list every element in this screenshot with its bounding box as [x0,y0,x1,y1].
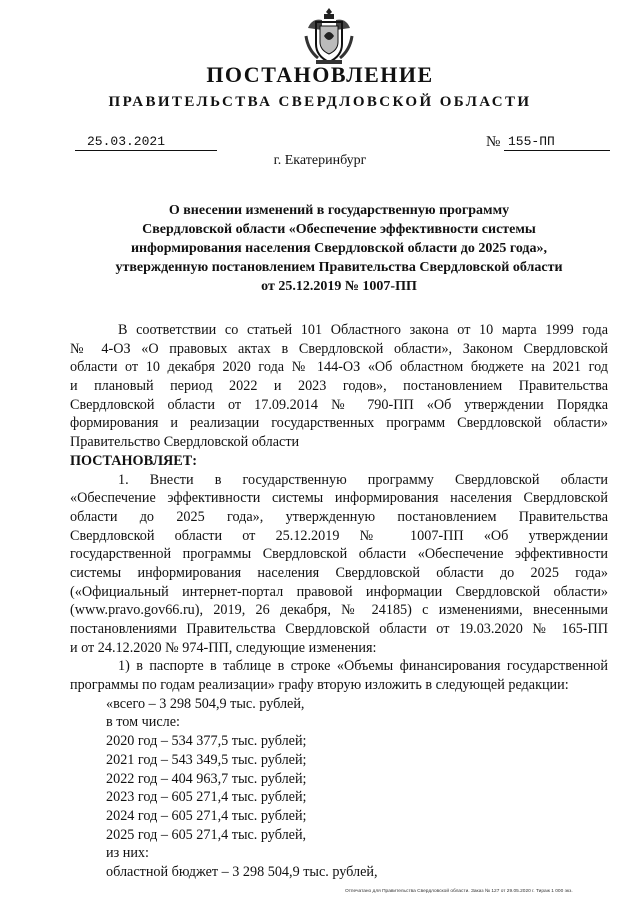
preamble-line: области от 10 декабря 2020 года № 144-ОЗ «Об областном бюджете на 2021 год [70,359,608,376]
resolves-heading: ПОСТАНОВЛЯЕТ: [70,452,197,469]
preamble-line: В соответствии со статьей 101 Областного закона от 10 марта 1999 года [118,322,608,338]
funding-line: 2023 год – 605 271,4 тыс. рублей; [106,789,307,806]
item1-line: («Официальный интернет-портал правовой информации Свердловской области» [70,583,608,600]
item1-line: области до 2025 года», утвержденную постановлением Правительства [70,508,608,525]
document-type-title: ПОСТАНОВЛЕНИЕ [206,62,434,87]
preamble-line: Правительство Свердловской области [70,434,300,451]
document-title [70,201,608,296]
issuer-title: ПРАВИТЕЛЬСТВА СВЕРДЛОВСКОЙ ОБЛАСТИ [108,94,532,110]
funding-line: «всего – 3 298 504,9 тыс. рублей, [106,695,305,712]
item1-line: и от 24.12.2020 № 974-ПП, следующие изменения: [70,639,377,656]
print-footer: Отпечатано для Правительства Свердловской области. Заказ № 127 от 29.05.2020 г. Тираж 1 000 экз. [345,889,573,894]
coat-of-arms-icon [302,6,356,68]
funding-line: 2020 год – 534 377,5 тыс. рублей; [106,733,307,750]
item1-line: 1. Внести в государственную программу Свердловской области [118,471,608,488]
city: г. Екатеринбург [273,153,367,168]
title-line: Свердловской области «Обеспечение эффективности системы [142,222,536,237]
item1-line: Свердловской области от 25.12.2019 № 1007-ПП «Об утверждении [70,527,608,544]
subitem1-line: 1) в паспорте в таблице в строке «Объемы финансирования государственной [118,658,608,675]
number-label: № [486,134,501,150]
item1-line: системы информирования населения Свердловской области до 2025 года» [70,564,608,581]
document-number: 155-ПП [504,133,610,151]
funding-line: 2021 год – 543 349,5 тыс. рублей; [106,751,307,768]
funding-line: 2022 год – 404 963,7 тыс. рублей; [106,770,307,787]
funding-line: 2025 год – 605 271,4 тыс. рублей, [106,826,307,843]
title-line: О внесении изменений в государственную программу [168,203,510,218]
document-body [70,321,608,882]
item1-line: «Обеспечение эффективности системы информирования населения Свердловской [70,490,608,507]
preamble-line: Свердловской области от 17.09.2014 № 790-ПП «Об утверждении Порядка [70,396,608,413]
document-date: 25.03.2021 [75,133,217,151]
item1-line: постановлениями Правительства Свердловской области от 19.03.2020 № 165-ПП [70,621,608,637]
item1-line: государственной программы Свердловской области «Обеспечение эффективности [70,546,608,563]
funding-line: 2024 год – 605 271,4 тыс. рублей; [106,807,307,824]
funding-line: областной бюджет – 3 298 504,9 тыс. рублей, [106,863,378,880]
preamble-line: № 4-ОЗ «О правовых актах в Свердловской области», Законом Свердловской [70,340,608,357]
title-line: утвержденную постановлением Правительства Свердловской области [115,260,563,275]
preamble-line: и плановый период 2022 и 2023 годов», постановлением Правительства [70,378,608,395]
subitem1-line: программы по годам реализации» графу вторую изложить в следующей редакции: [70,677,569,694]
funding-line: в том числе: [106,714,180,731]
title-line: от 25.12.2019 № 1007-ПП [261,279,417,294]
item1-line: (www.pravo.gov66.ru), 2019, 26 декабря, № 24185) с изменениями, внесенными [70,602,608,619]
title-line: информирования населения Свердловской области до 2025 года», [130,241,548,256]
funding-line: из них: [106,845,149,862]
preamble-line: формирования и реализации государственных программ Свердловской области» [70,415,608,432]
